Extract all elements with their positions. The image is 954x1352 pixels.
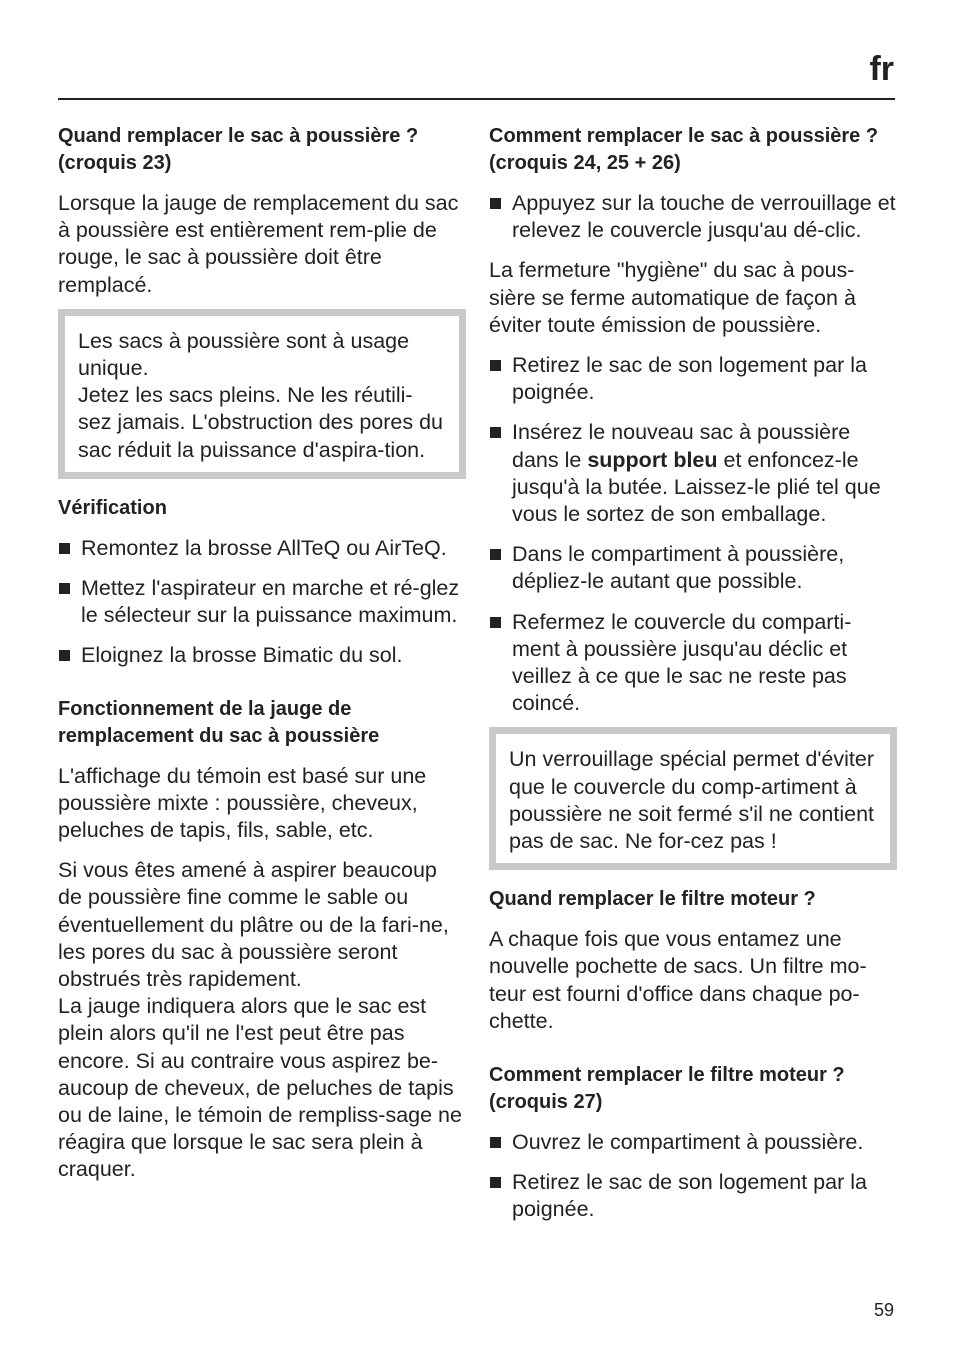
right-column — [489, 123, 897, 1224]
square-bullet-icon — [490, 617, 501, 628]
square-bullet-icon — [59, 583, 70, 594]
list-item: Mettez l'aspirateur en marche et ré-glez le sélecteur sur la puissance maximum. — [58, 575, 466, 629]
header-rule — [58, 98, 895, 100]
list-item: Retirez le sac de son logement par la poignée. — [489, 1169, 897, 1223]
verification-list — [58, 535, 466, 670]
section-title-when-replace-motor-filter: Quand remplacer le filtre moteur ? — [489, 888, 816, 911]
square-bullet-icon — [490, 1137, 501, 1148]
list-item: Retirez le sac de son logement par la poignée. — [489, 352, 897, 406]
how-replace-list-1 — [489, 190, 897, 244]
square-bullet-icon — [490, 549, 501, 560]
list-item: Ouvrez le compartiment à poussière. — [489, 1129, 897, 1156]
note-line-single-use: Les sacs à poussière sont à usage unique. — [78, 328, 410, 381]
paragraph-when-replace-bag: Lorsque la jauge de remplacement du sac à poussière est entièrement rem-plie de rouge, le sac à poussière doit être remplacé. — [58, 191, 459, 297]
square-bullet-icon — [59, 650, 70, 661]
section-title-verification: Vérification — [58, 496, 167, 519]
square-bullet-icon — [490, 360, 501, 371]
section-title-how-replace-bag: Comment remplacer le sac à poussière ? (croquis 24, 25 + 26) — [489, 125, 879, 174]
paragraph-hygiene-closure: La fermeture "hygiène" du sac à pous-sière se ferme automatique de façon à éviter toute émission de poussière. — [489, 258, 856, 337]
section-title-how-replace-motor-filter: Comment remplacer le filtre moteur ? (croquis 27) — [489, 1064, 845, 1114]
language-code: fr — [869, 50, 894, 88]
list-item: Eloignez la brosse Bimatic du sol. — [58, 642, 466, 669]
square-bullet-icon — [490, 198, 501, 209]
list-item: Dans le compartiment à poussière, dépliez-le autant que possible. — [489, 541, 897, 595]
how-replace-list-2 — [489, 352, 897, 717]
section-title-when-replace-bag: Quand remplacer le sac à poussière ? (croquis 23) — [58, 125, 419, 174]
paragraph-gauge-indication: La jauge indiquera alors que le sac est plein alors qu'il ne l'est peut être pas encore. Si au contraire vous aspirez be-aucoup de cheveux, de peluches de tapis ou de laine, le témoin de rempliss-sage ne réagira que lorsque le sac sera plein à craquer. — [58, 994, 462, 1182]
list-item: Appuyez sur la touche de verrouillage et relevez le couvercle jusqu'au dé-clic. — [489, 190, 897, 244]
locking-note-box — [489, 727, 897, 870]
note-line-discard: Jetez les sacs pleins. Ne les réutili-sez jamais. L'obstruction des pores du sac réduit la puissance d'aspira-tion. — [78, 383, 444, 462]
square-bullet-icon — [490, 1177, 501, 1188]
list-item: Refermez le couvercle du comparti-ment à poussière jusqu'au déclic et veillez à ce que le sac ne reste pas coincé. — [489, 609, 897, 718]
square-bullet-icon — [59, 543, 70, 554]
square-bullet-icon — [490, 427, 501, 438]
list-item: Remontez la brosse AllTeQ ou AirTeQ. — [58, 535, 466, 562]
list-item: Insérez le nouveau sac à poussière dans le support bleu et enfoncez-le jusqu'à la butée. Laissez-le plié tel que vous le sortez de son emballage. — [489, 419, 897, 528]
note-special-lock: Un verrouillage spécial permet d'éviter que le couvercle du comp-artiment à poussière ne soit fermé s'il ne contient pas de sac. Ne for-cez pas ! — [509, 747, 875, 854]
paragraph-gauge-basis: L'affichage du témoin est basé sur une poussière mixte : poussière, cheveux, peluches de tapis, fils, sable, etc. — [58, 763, 427, 843]
section-title-gauge-function: Fonctionnement de la jauge de remplacement du sac à poussière — [58, 697, 380, 747]
blue-support-label: support bleu — [587, 447, 718, 472]
paragraph-fine-dust: Si vous êtes amené à aspirer beaucoup de poussière fine comme le sable ou éventuellement du plâtre ou de la fari-ne, les pores du sac à poussière seront obstrués très rapidement. — [58, 858, 449, 992]
left-column — [58, 123, 466, 1184]
paragraph-motor-filter: A chaque fois que vous entamez une nouvelle pochette de sacs. Un filtre mo-teur est fourni d'office dans chaque po-chette. — [489, 927, 867, 1033]
page-number: 59 — [873, 1300, 894, 1320]
warning-note-box — [58, 309, 466, 479]
motor-filter-list — [489, 1129, 897, 1224]
